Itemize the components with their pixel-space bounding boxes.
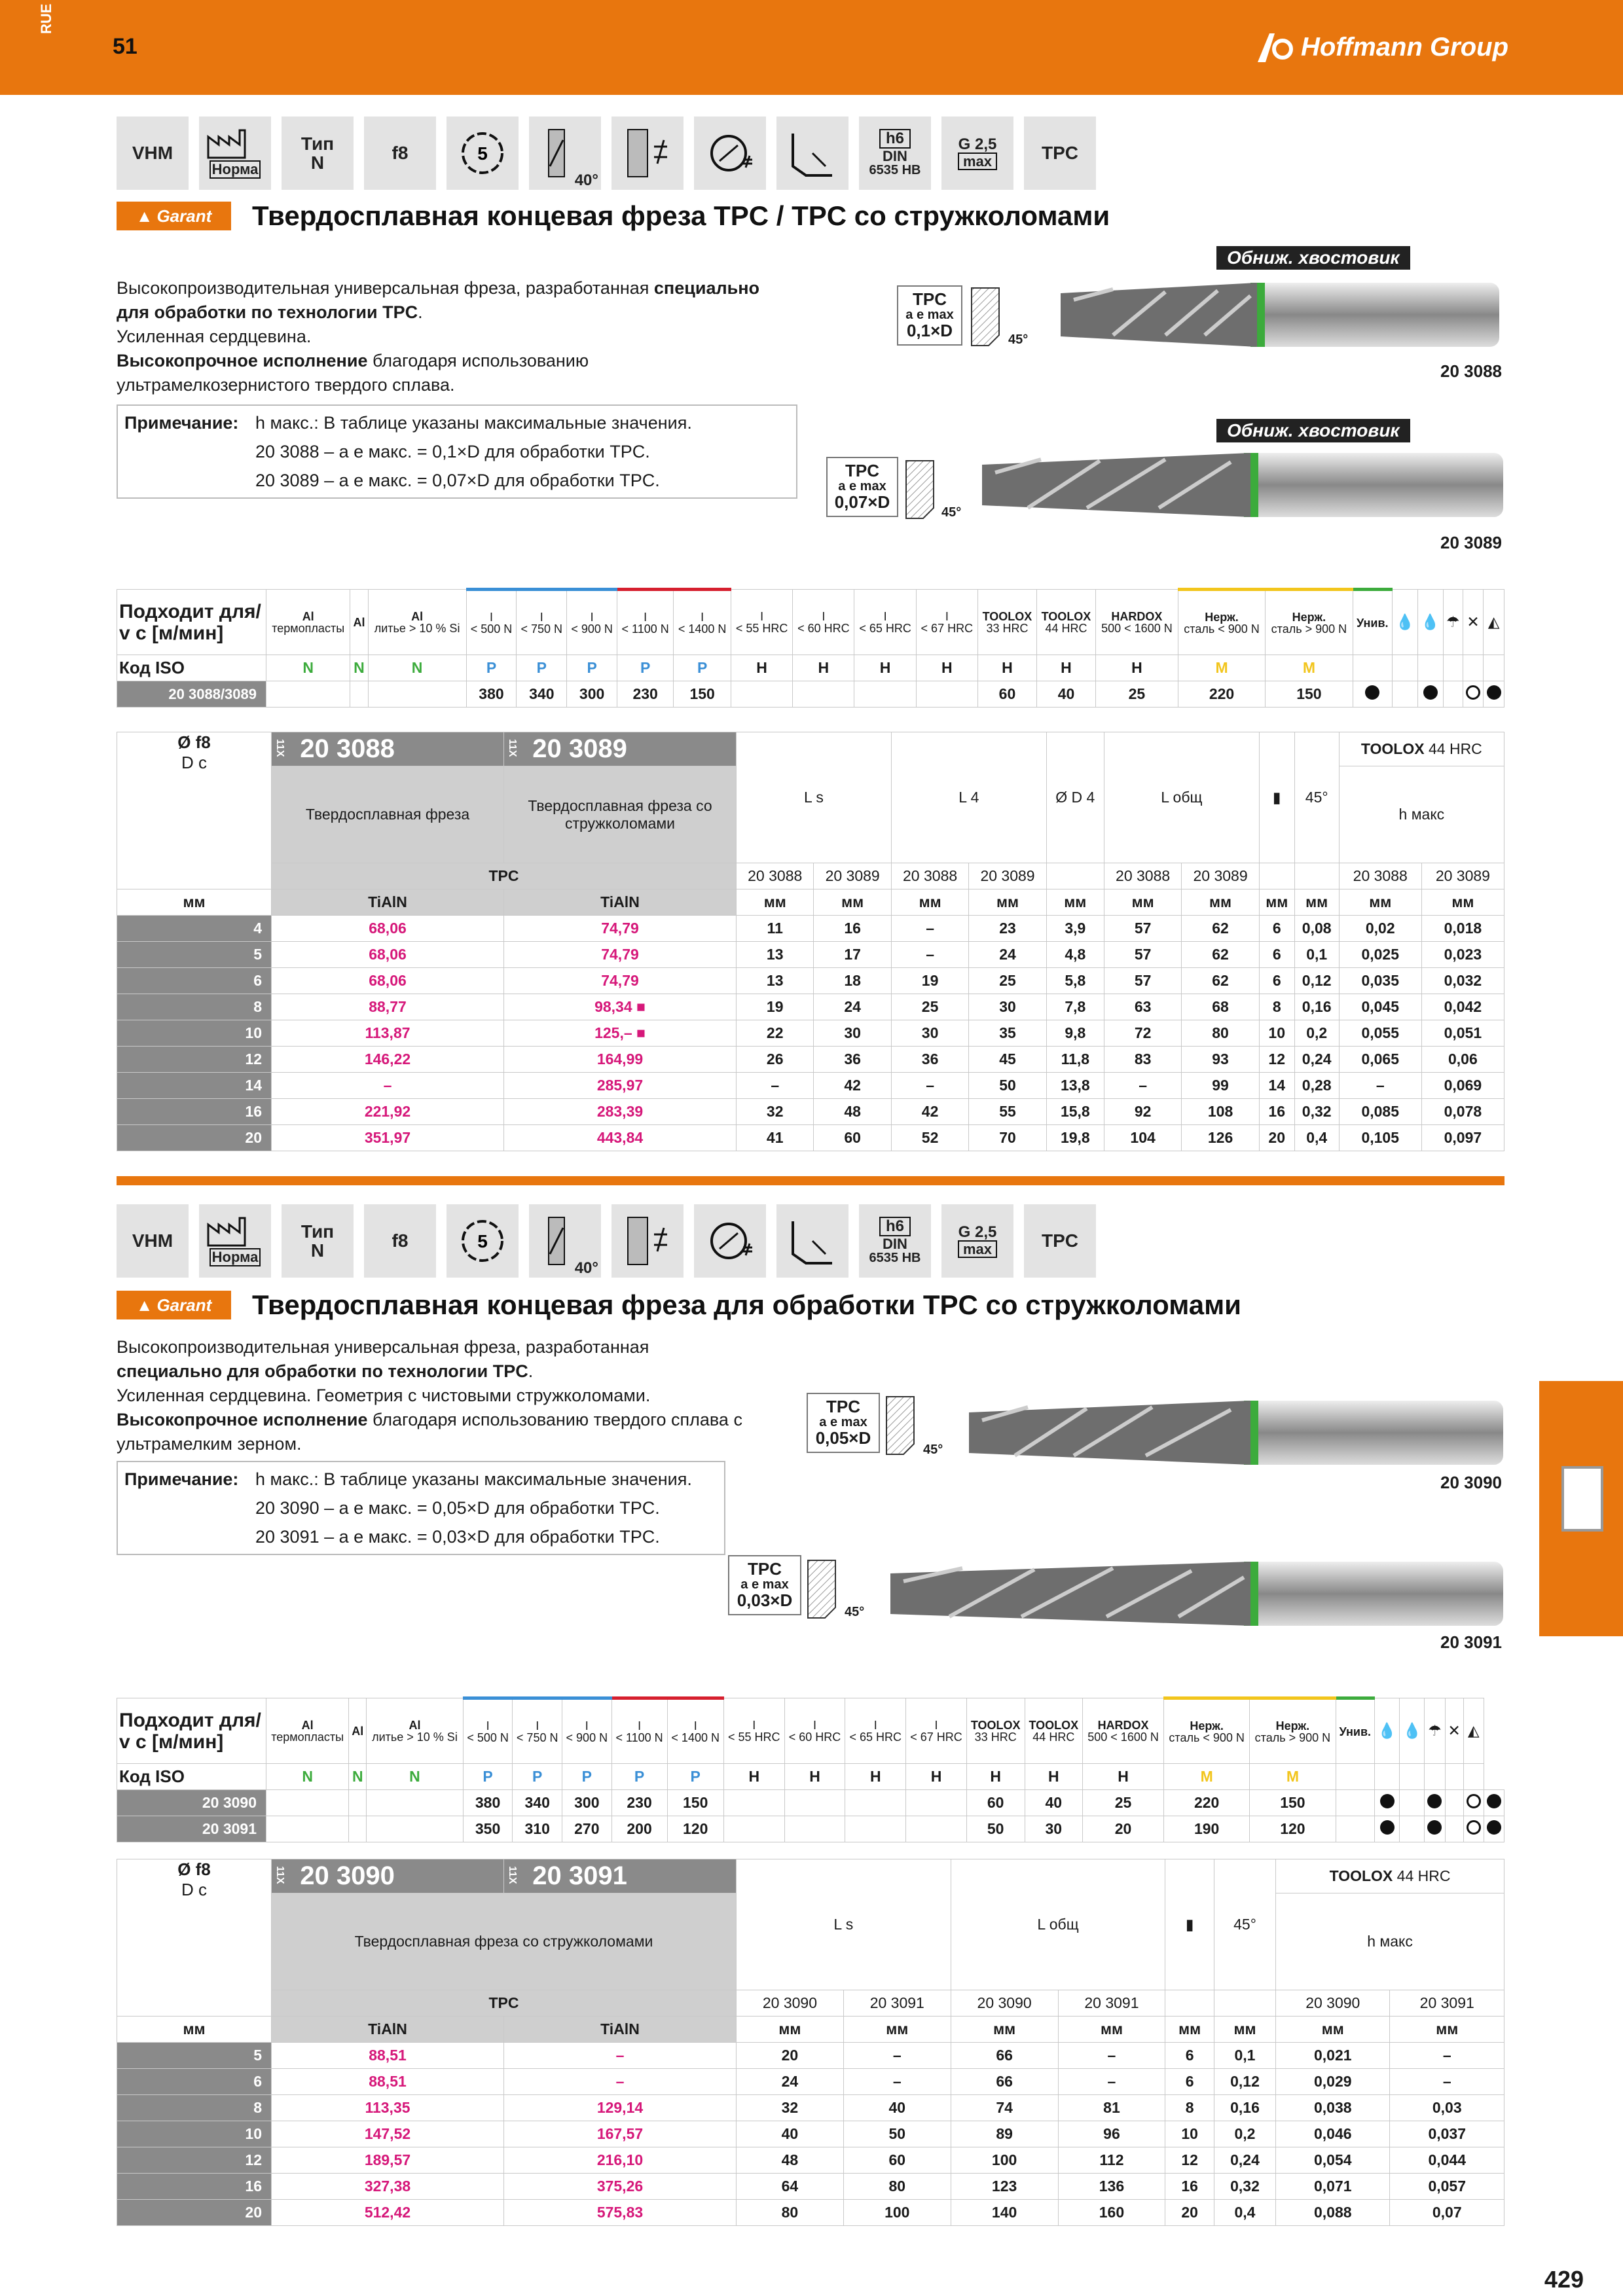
factory-norm-icon: Норма [199,1204,271,1278]
section2-note: Примечание: h макс.: В таблице указаны максимальные значения. 20 3090 – a e макс. = 0,05×D для обработки TPC. 20 3091 – a e макс. = 0,03×D для обработки TPC. [117,1461,725,1555]
suit-row-203088: 20 3088/3089 380 340 300 230 150 60 40 25 220 150 [117,681,1504,708]
tolerance-f8: f8 [364,117,436,190]
section1-description: Высокопроизводительная универсальная фреза, разработанная специально для обработки по технологии TPC. Усиленная сердцевина. Высокопрочное исполнение благодаря использованию ультрамелкозернистого твердого сплава. [117,278,760,395]
tool3-article: 20 3090 [1440,1473,1502,1492]
tool1-angle: 45° [1008,332,1029,347]
ltotal-diagram-icon: L общ [1104,732,1259,863]
table-row: 10 147,52 167,57 40 50 89 96 10 0,2 0,046 0,037 [117,2121,1504,2147]
d4-diagram-icon: Ø D 4 [1046,732,1104,863]
coolant-air-icon: ✕ [1463,590,1484,655]
brand-name: Hoffmann Group [1300,32,1508,62]
corner-chamfer-icon [776,117,848,190]
helix-angle-icon: 40° [529,117,601,190]
corner-chamfer-icon [776,1204,848,1278]
coolant-emulsion-icon: 💧 [1400,1698,1425,1764]
suitability-table-2: Подходит для/ v c [м/мин] Al термопласты Al Al литье > 10 % Si I < 500 N I < 750 N I < 900 N I < 1100 N I < 1400 N I < 55 HRC I < 60 HRC I < 65 HRC I < 67 HRC TOOLOX 33 HRC TOOLOX 44 HRC HARDOX 500 < 1600 N Нерж. сталь < 900 N Нерж. сталь > 900 N Унив. 💧 💧 ☂ ✕ ◭ Код ISO N N N P P P P P H H H H H H H M M 20 3090 380 340 300 230 150 60 40 25 220 150 20 3091 350 310 270 200 120 50 30 20 190 120 [117,1696,1504,1842]
tool2-article: 20 3089 [1440,533,1502,552]
property-icons-1 [117,117,1096,190]
coolant-spray-icon: ◭ [1484,590,1504,655]
tool3-tpc-box: TPC a e max 0,05×D [807,1393,880,1453]
product-table-2: Ø f8 D c 11X 20 3090 11X 20 3091 L s L общ ▮ 45° TOOLOX 44 HRC Твердосплавная фреза со стружколомами h макс TPC 20 3090 20 3091 20 3090 20 3091 20 3090 20 3091 мм TiAlN TiAlN мм мм мм мм мм мм мм мм 5 88,51 – 20 – 66 – 6 0,1 0,021 – 6 88,51 – 24 – 66 – 6 0,12 0,029 – 8 113,35 129,14 32 40 74 81 8 0,16 0,038 0,03 10 147,52 167,57 40 50 89 96 10 0,2 0,046 0,037 12 189,57 216,10 48 60 100 112 12 0,24 0,054 0,044 16 327,38 375,26 64 80 123 136 16 0,32 0,071 0,057 20 512,42 575,83 80 100 140 160 20 0,4 0,088 0,07 [117,1859,1504,2226]
garant-badge-1: ▲ Garant [117,202,231,230]
product-table-2-body [117,2043,1504,2226]
tool3-angle: 45° [923,1443,943,1457]
runout-icon [694,1204,766,1278]
factory-norm-icon: Норма [199,117,271,190]
tool1-article: 20 3088 [1440,361,1502,381]
language-code: RUE [38,3,54,34]
teeth-count-icon [447,117,519,190]
balance-icon: G 2,5 max [941,1204,1013,1278]
tpc-label: TPC [1024,117,1096,190]
variable-pitch-icon [611,1204,684,1278]
coolant-mql-icon: ☂ [1425,1698,1445,1764]
table-row: 16 221,92 283,39 32 48 42 55 15,8 92 108 16 0,32 0,085 0,078 [117,1099,1504,1125]
page-number-right: 429 [1544,2266,1584,2293]
variable-pitch-icon [611,117,684,190]
material-vhm: VHM [117,117,189,190]
tool2-tpc-box: TPC a e max 0,07×D [826,457,898,517]
table-row: 16 327,38 375,26 64 80 123 136 16 0,32 0,071 0,057 [117,2174,1504,2200]
teeth-count-icon [447,1204,519,1278]
table-row: 6 68,06 74,79 13 18 19 25 5,8 57 62 6 0,12 0,035 0,032 [117,968,1504,994]
balance-icon: G 2,5 max [941,117,1013,190]
tool1-shank-label: Обниж. хвостовик [1216,246,1410,270]
table-row: 20 351,97 443,84 41 60 52 70 19,8 104 126 20 0,4 0,105 0,097 [117,1125,1504,1151]
coolant-emulsion-icon: 💧 [1417,590,1443,655]
tool4-angle: 45° [845,1605,865,1619]
chamfer-diagram-icon: 45° [1294,732,1339,863]
garant-badge-2: ▲ Garant [117,1291,231,1319]
chapter-side-tab [1539,1381,1623,1636]
tool4-tpc-box: TPC a e max 0,03×D [728,1555,801,1615]
table-row: 8 88,77 98,34 ■ 19 24 25 30 7,8 63 68 8 0,16 0,045 0,042 [117,994,1504,1020]
tool4-endmill-image [877,1551,1506,1636]
coolant-spray-icon: ◭ [1463,1698,1484,1764]
toolox-badge: TOOLOX 44 HRC [1276,1859,1504,1893]
l4-diagram-icon: L 4 [891,732,1046,863]
tool4-article: 20 3091 [1440,1632,1502,1652]
table-row: 5 88,51 – 20 – 66 – 6 0,1 0,021 – [117,2043,1504,2069]
suit-row: 20 3090 380 340 300 230 150 60 40 25 220 150 [117,1790,1504,1816]
tool2-angle: 45° [941,505,962,520]
suit-row: 20 3091 350 310 270 200 120 50 30 20 190 120 [117,1816,1504,1842]
ls-diagram-icon: L s [737,732,892,863]
runout-icon [694,117,766,190]
tool1-tpc-box: TPC a e max 0,1×D [897,285,962,346]
suit-label: Подходит для/ v c [м/мин] [117,590,266,655]
page-number-left: 51 [113,34,137,59]
brand-logo [1256,27,1508,67]
product-table-1: Ø f8 D c 11X 20 3088 11X 20 3089 L s L 4 Ø D 4 L общ ▮ 45° TOOLOX 44 HRC Твердосплавная фреза Твердосплавная фреза со стружколомами h макс TPC 20 3088 20 3089 20 3088 20 3089 20 3088 20 3089 20 3088 20 3089 мм TiAlN TiAlN мм мм мм мм мм мм мм мм мм мм мм 4 68,06 74,79 11 16 – 23 3,9 57 62 6 0,08 0,02 0,018 5 68,06 74,79 13 17 – 24 4,8 57 62 6 0,1 0,025 0,023 6 68,06 74,79 13 18 19 25 5,8 57 62 6 0,12 0,035 0,032 8 88,77 98,34 ■ 19 24 25 30 7,8 63 68 8 0,16 0,045 0,042 10 113,87 125,– ■ 22 30 30 35 9,8 72 80 10 0,2 0,055 0,051 12 146,22 164,99 26 36 36 45 11,8 83 93 12 0,24 0,065 0,06 14 – 285,97 – 42 – 50 13,8 – 99 14 0,28 – 0,069 16 221,92 283,39 32 48 42 55 15,8 92 108 16 0,32 0,085 0,078 20 351,97 443,84 41 60 52 70 19,8 104 126 20 0,4 0,105 0,097 [117,732,1504,1151]
svg-text:5: 5 [477,1231,488,1251]
shank-h6-din-icon: h6 DIN 6535 HB [859,1204,931,1278]
shank-h6-din-icon: h6 DIN 6535 HB [859,117,931,190]
shank-diagram-icon: ▮ [1259,732,1294,863]
table-row: 6 88,51 – 24 – 66 – 6 0,12 0,029 – [117,2069,1504,2095]
tool2-shank-label: Обниж. хвостовик [1216,419,1410,442]
ls-diagram-icon: L s [737,1859,951,1990]
svg-text:5: 5 [477,143,488,164]
type-n: Тип N [282,117,354,190]
tool1-endmill-image [1034,270,1506,360]
helix-angle-icon: 40° [529,1204,601,1278]
chapter-icon [1561,1466,1603,1532]
coolant-dry-icon: 💧 [1393,590,1418,655]
coolant-mql-icon: ☂ [1443,590,1463,655]
table-row: 10 113,87 125,– ■ 22 30 30 35 9,8 72 80 10 0,2 0,055 0,051 [117,1020,1504,1047]
suitability-table-1: Подходит для/ v c [м/мин] Al термопласты Al Al литье > 10 % Si I < 500 N I < 750 N I < 900 N I < 1100 N I < 1400 N I < 55 HRC I < 60 HRC I < 65 HRC I < 67 HRC TOOLOX 33 HRC TOOLOX 44 HRC HARDOX 500 < 1600 N Нерж. сталь < 900 N Нерж. сталь > 900 N Унив. 💧 💧 ☂ ✕ ◭ Код ISO N N N P P P P P H H H H H H H M M 20 3088/3089 380 340 300 230 150 60 40 25 220 150 [117,588,1504,708]
table-row: 8 113,35 129,14 32 40 74 81 8 0,16 0,038 0,03 [117,2095,1504,2121]
hoffmann-logo-icon [1256,31,1293,63]
product-table-1-body [117,916,1504,1151]
coolant-dry-icon: 💧 [1375,1698,1400,1764]
tool3-endmill-image [956,1390,1506,1475]
section2-description: Высокопроизводительная универсальная фреза, разработанная специально для обработки по технологии TPC. Усиленная сердцевина. Геометрия с чистовыми стружколомами. Высокопрочное исполнение благодаря использованию твердого сплава с ультрамелким зерном. [117,1337,742,1454]
section-separator [117,1176,1504,1185]
section1-note: Примечание: h макс.: В таблице указаны максимальные значения. 20 3088 – a e макс. = 0,1×D для обработки TPC. 20 3089 – a e макс. = 0,07×D для обработки TPC. [117,404,797,499]
table-row: 5 68,06 74,79 13 17 – 24 4,8 57 62 6 0,1 0,025 0,023 [117,942,1504,968]
property-icons-2: VHM Норма Тип N f8 5 40° h6 DIN 6535 HB G 2,5 max TPC [117,1204,1096,1278]
coolant-air-icon: ✕ [1445,1698,1463,1764]
toolox-badge: TOOLOX 44 HRC [1339,732,1504,766]
shank-diagram-icon: ▮ [1165,1859,1214,1990]
chamfer-diagram-icon: 45° [1214,1859,1275,1990]
section1-title: Твердосплавная концевая фреза TPC / TPC со стружколомами [252,200,1110,231]
table-row: 20 512,42 575,83 80 100 140 160 20 0,4 0,088 0,07 [117,2200,1504,2226]
table-row: 14 – 285,97 – 42 – 50 13,8 – 99 14 0,28 – 0,069 [117,1073,1504,1099]
table-row: 4 68,06 74,79 11 16 – 23 3,9 57 62 6 0,08 0,02 0,018 [117,916,1504,942]
table-row: 12 189,57 216,10 48 60 100 112 12 0,24 0,054 0,044 [117,2147,1504,2174]
tool2-endmill-image [969,442,1506,528]
section2-title: Твердосплавная концевая фреза для обработки TPC со стружколомами [252,1289,1241,1320]
ltotal-diagram-icon: L общ [951,1859,1165,1990]
table-row: 12 146,22 164,99 26 36 36 45 11,8 83 93 12 0,24 0,065 0,06 [117,1047,1504,1073]
suitability-table-2-rows [117,1790,1504,1842]
